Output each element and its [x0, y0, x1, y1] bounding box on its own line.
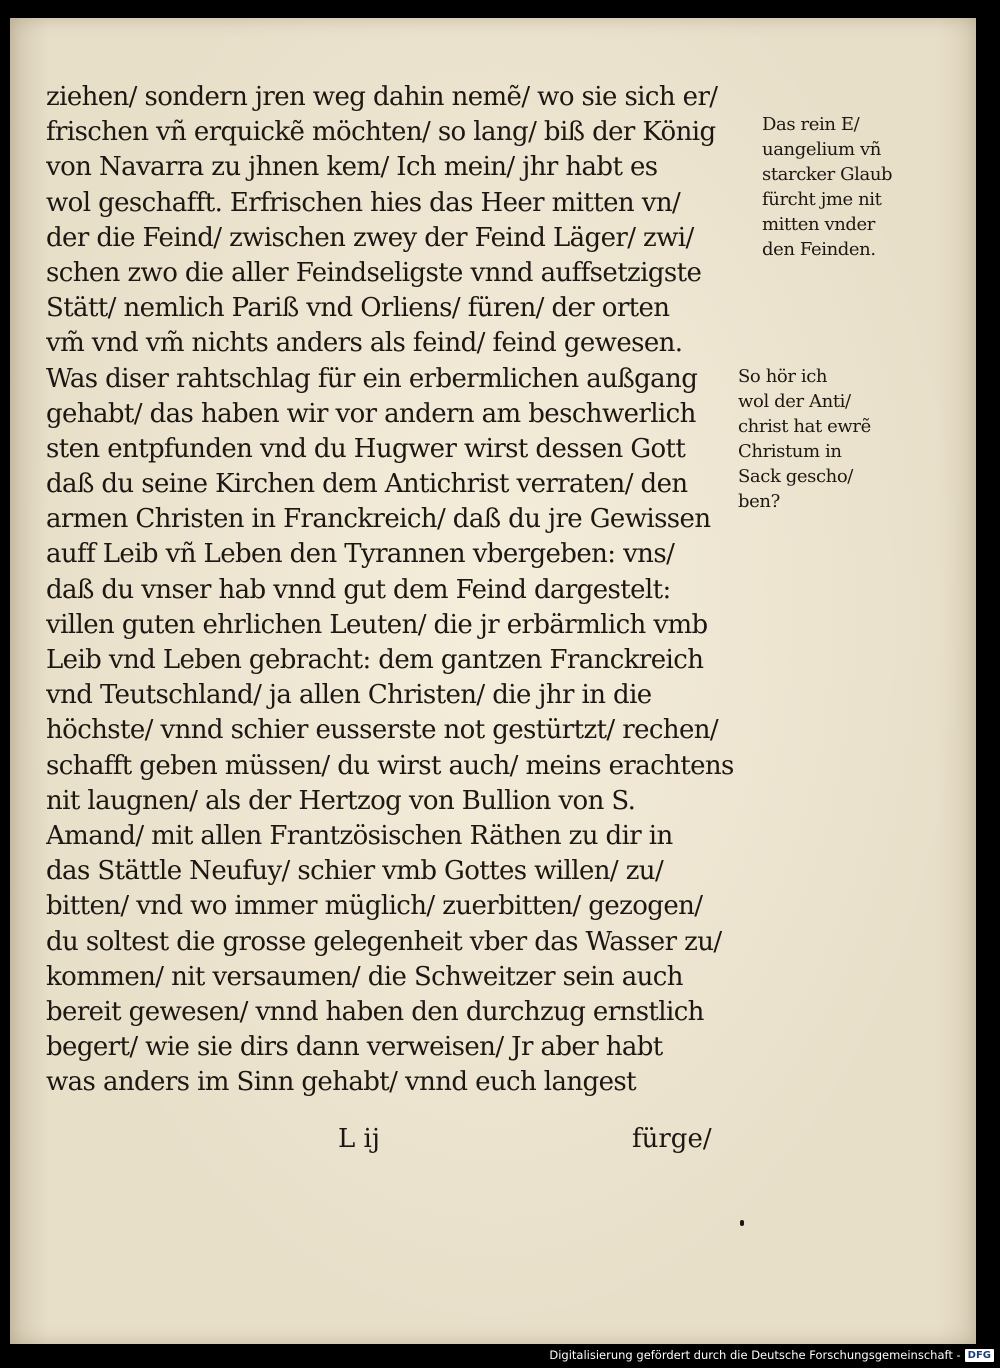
text-line: was anders im Sinn gehabt/ vnnd euch langest [46, 1067, 636, 1098]
marginal-note [762, 112, 962, 262]
marginal-note-line: uangelium vñ [762, 139, 881, 160]
text-line: du soltest die grosse gelegenheit vber das Wasser zu/ [46, 926, 722, 957]
marginal-note-line: ben? [738, 491, 780, 512]
credit-text: Digitalisierung gefördert durch die Deutsche Forschungsgemeinschaft - [549, 1348, 961, 1362]
marginal-note-line: Das rein E/ [762, 114, 860, 135]
marginal-note-line: So hör ich [738, 366, 828, 387]
text-line: frischen vñ erquickẽ möchten/ so lang/ biß der König [46, 117, 716, 148]
funding-credit [549, 1346, 994, 1364]
marginal-note-line: Sack gescho/ [738, 466, 853, 487]
text-line: vm̃ vnd vm̃ nichts anders als feind/ feind gewesen. [46, 328, 683, 359]
text-line: bitten/ vnd wo immer müglich/ zuerbitten/ gezogen/ [46, 891, 703, 922]
marginal-note-line: starcker Glaub [762, 164, 893, 185]
marginal-note-line: den Feinden. [762, 239, 876, 260]
text-line: höchste/ vnnd schier eusserste not gestürtzt/ rechen/ [46, 715, 719, 746]
text-line: schen zwo die aller Feindseligste vnnd auffsetzigste [46, 257, 702, 288]
text-line: auff Leib vñ Leben den Tyrannen vbergeben: vns/ [46, 539, 675, 570]
scanned-page [10, 18, 976, 1344]
text-line: der die Feind/ zwischen zwey der Feind Läger/ zwi/ [46, 222, 694, 253]
text-line: daß du vnser hab vnnd gut dem Feind dargestelt: [46, 574, 671, 605]
text-line: bereit gewesen/ vnnd haben den durchzug ernstlich [46, 996, 704, 1027]
marginal-note-line: christ hat ewrẽ [738, 416, 871, 437]
text-line: wol geschafft. Erfrischen hies das Heer mitten vn/ [46, 187, 681, 218]
text-line: sten entpfunden vnd du Hugwer wirst dessen Gott [46, 433, 686, 464]
text-line: Was diser rahtschlag für ein erbermlichen außgang [46, 363, 698, 394]
marginal-note-line: mitten vnder [762, 214, 875, 235]
text-line: begert/ wie sie dirs dann verweisen/ Jr aber habt [46, 1032, 663, 1063]
ink-speck [740, 1220, 744, 1226]
text-line: ziehen/ sondern jren weg dahin nemẽ/ wo sie sich er/ [46, 82, 718, 112]
text-line: vnd Teutschland/ ja allen Christen/ die jhr in die [46, 680, 652, 711]
marginal-note-line: Christum in [738, 441, 842, 462]
marginal-note [738, 364, 968, 514]
text-line: von Navarra zu jhnen kem/ Ich mein/ jhr habt es [46, 152, 658, 183]
text-line: daß du seine Kirchen dem Antichrist verraten/ den [46, 469, 688, 500]
text-line: armen Christen in Franckreich/ daß du jre Gewissen [46, 504, 711, 535]
text-line: Leib vnd Leben gebracht: dem gantzen Franckreich [46, 645, 704, 675]
text-line: Stätt/ nemlich Pariß vnd Orliens/ füren/ der orten [46, 293, 670, 324]
text-line: Amand/ mit allen Frantzösischen Räthen zu dir in [46, 820, 673, 851]
dfg-logo-icon: DFG [965, 1349, 994, 1362]
marginal-note-line: fürcht jme nit [762, 189, 882, 210]
text-line: kommen/ nit versaumen/ die Schweitzer sein auch [46, 961, 683, 992]
text-line: gehabt/ das haben wir vor andern am beschwerlich [46, 398, 696, 429]
catchword: fürge/ [632, 1124, 712, 1154]
marginal-note-line: wol der Anti/ [738, 391, 851, 412]
text-line: schafft geben müssen/ du wirst auch/ meins erachtens [46, 750, 734, 781]
signature-mark: L ij [338, 1124, 380, 1154]
text-line: das Stättle Neufuy/ schier vmb Gottes willen/ zu/ [46, 856, 664, 887]
text-line: villen guten ehrlichen Leuten/ die jr erbärmlich vmb [46, 609, 708, 640]
text-line: nit laugnen/ als der Hertzog von Bullion von S. [46, 785, 636, 816]
main-text-block [46, 80, 754, 1100]
